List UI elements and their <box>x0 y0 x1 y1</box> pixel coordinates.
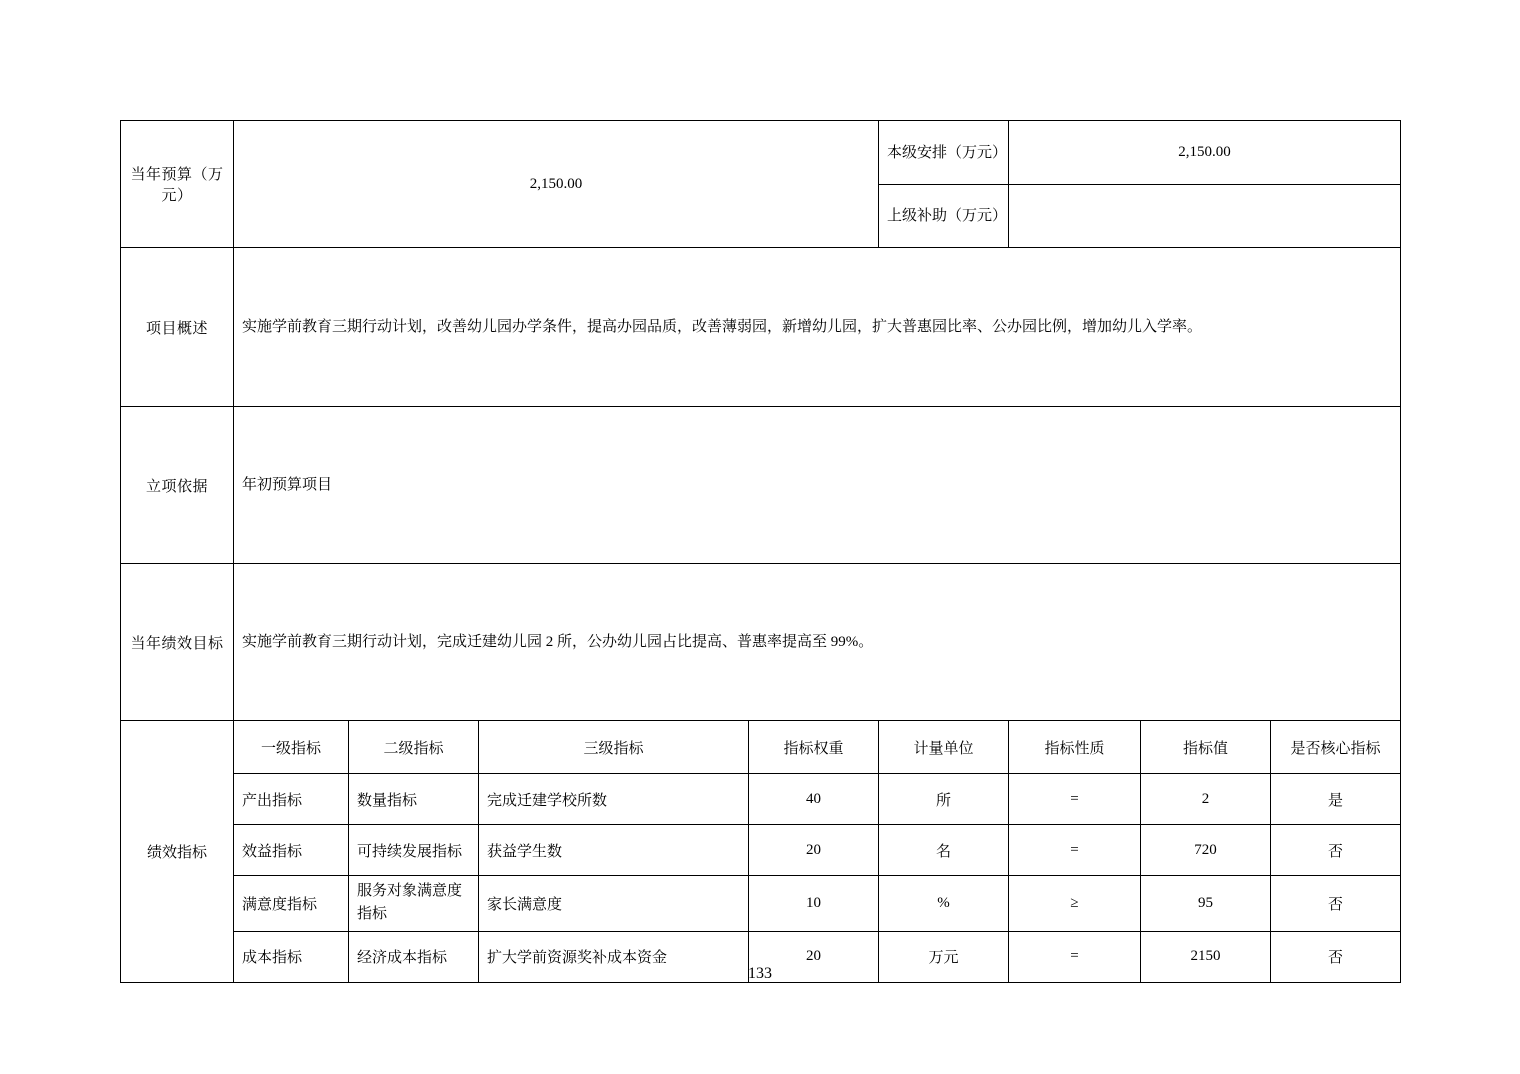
indicator-nature: = <box>1009 774 1141 825</box>
indicator-level3: 扩大学前资源奖补成本资金 <box>479 931 749 982</box>
indicator-core: 否 <box>1271 876 1401 932</box>
indicator-value: 2 <box>1141 774 1271 825</box>
indicator-unit: 名 <box>879 825 1009 876</box>
indicator-level2: 数量指标 <box>349 774 479 825</box>
budget-total-value: 2,150.00 <box>234 121 879 248</box>
budget-sub-label-upper: 上级补助（万元） <box>879 184 1009 248</box>
indicator-header-nature: 指标性质 <box>1009 721 1141 774</box>
indicator-core: 否 <box>1271 931 1401 982</box>
table-row <box>121 825 1401 876</box>
indicator-weight: 20 <box>749 931 879 982</box>
table-row-indicator-header <box>121 721 1401 774</box>
indicator-value: 720 <box>1141 825 1271 876</box>
page-number: 133 <box>748 965 772 982</box>
indicator-nature: = <box>1009 931 1141 982</box>
table-row-basis <box>121 407 1401 564</box>
indicator-level2: 可持续发展指标 <box>349 825 479 876</box>
indicator-nature: = <box>1009 825 1141 876</box>
basis-text: 年初预算项目 <box>234 407 1401 564</box>
indicator-level1: 产出指标 <box>234 774 349 825</box>
overview-text: 实施学前教育三期行动计划，改善幼儿园办学条件，提高办园品质，改善薄弱园，新增幼儿园，扩大普惠园比率、公办园比例，增加幼儿入学率。 <box>234 248 1401 407</box>
indicator-unit: 所 <box>879 774 1009 825</box>
indicator-level1: 效益指标 <box>234 825 349 876</box>
table-row <box>121 876 1401 932</box>
indicator-header-value: 指标值 <box>1141 721 1271 774</box>
indicator-header-unit: 计量单位 <box>879 721 1009 774</box>
indicator-level3: 获益学生数 <box>479 825 749 876</box>
indicator-level3: 完成迁建学校所数 <box>479 774 749 825</box>
indicator-header-level3: 三级指标 <box>479 721 749 774</box>
performance-budget-table <box>120 120 1401 983</box>
indicator-weight: 40 <box>749 774 879 825</box>
budget-sub-value-upper <box>1009 184 1401 248</box>
table-row <box>121 774 1401 825</box>
goal-label: 当年绩效目标 <box>121 564 234 721</box>
table-row-overview <box>121 248 1401 407</box>
indicator-header-core: 是否核心指标 <box>1271 721 1401 774</box>
indicator-level1: 满意度指标 <box>234 876 349 932</box>
indicator-level1: 成本指标 <box>234 931 349 982</box>
indicator-core: 是 <box>1271 774 1401 825</box>
indicator-header-level1: 一级指标 <box>234 721 349 774</box>
indicator-level2: 服务对象满意度指标 <box>349 876 479 932</box>
indicator-header-weight: 指标权重 <box>749 721 879 774</box>
indicator-weight: 10 <box>749 876 879 932</box>
indicator-unit: % <box>879 876 1009 932</box>
table-row-goal <box>121 564 1401 721</box>
indicator-level2: 经济成本指标 <box>349 931 479 982</box>
indicator-unit: 万元 <box>879 931 1009 982</box>
budget-sub-label-local: 本级安排（万元） <box>879 121 1009 185</box>
indicator-weight: 20 <box>749 825 879 876</box>
indicator-core: 否 <box>1271 825 1401 876</box>
budget-sub-value-local: 2,150.00 <box>1009 121 1401 185</box>
goal-text: 实施学前教育三期行动计划，完成迁建幼儿园 2 所，公办幼儿园占比提高、普惠率提高至 99%。 <box>234 564 1401 721</box>
budget-label: 当年预算（万元） <box>121 121 234 248</box>
indicators-label: 绩效指标 <box>121 721 234 983</box>
indicator-value: 2150 <box>1141 931 1271 982</box>
indicator-nature: ≥ <box>1009 876 1141 932</box>
table-row-budget <box>121 121 1401 185</box>
indicator-header-level2: 二级指标 <box>349 721 479 774</box>
basis-label: 立项依据 <box>121 407 234 564</box>
indicator-value: 95 <box>1141 876 1271 932</box>
indicator-level3: 家长满意度 <box>479 876 749 932</box>
overview-label: 项目概述 <box>121 248 234 407</box>
